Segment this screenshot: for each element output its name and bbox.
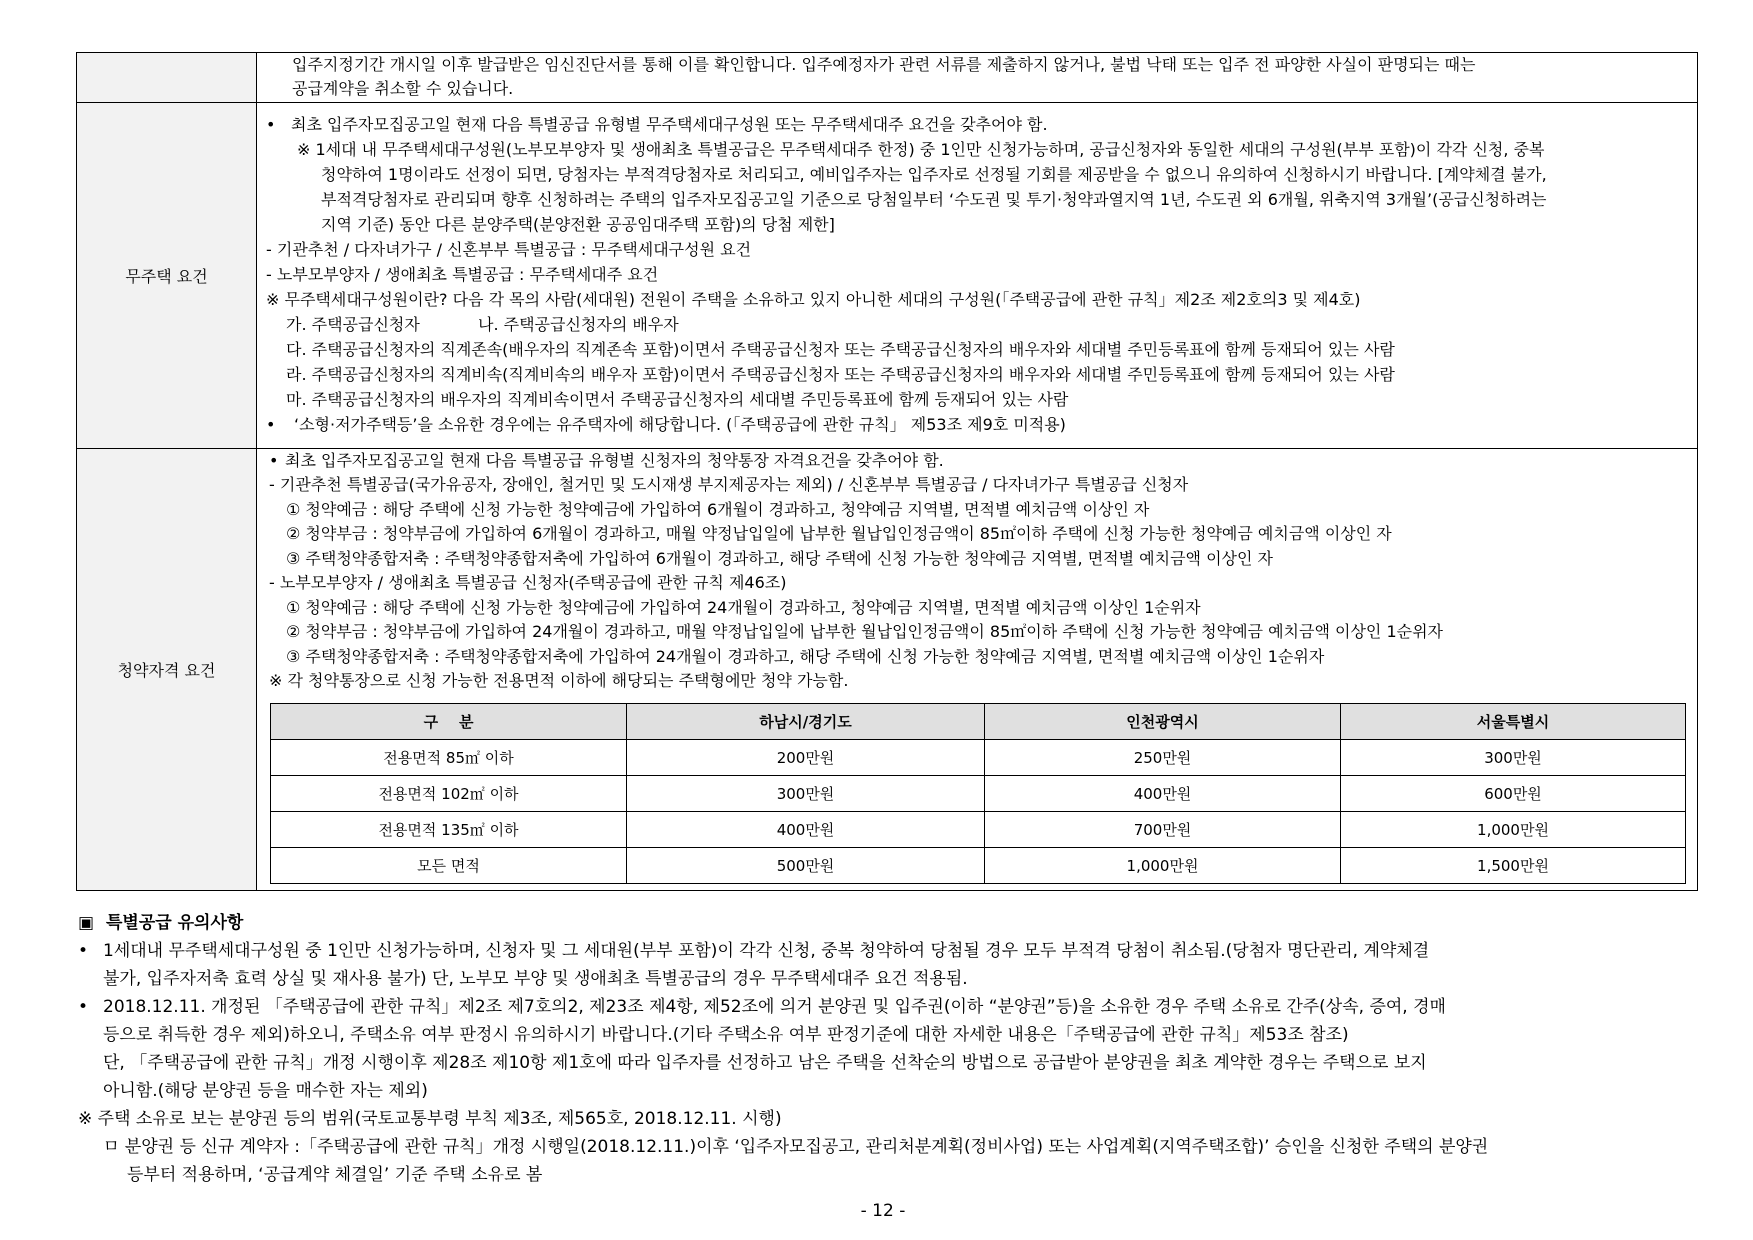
amount-cell: 700만원 <box>985 811 1341 847</box>
notes-bullet-line <box>78 993 1733 1021</box>
bullet-marker: • <box>266 114 276 134</box>
table-row <box>271 739 1686 775</box>
homeless-intro-text: 최초 입주자모집공고일 현재 다음 특별공급 유형별 무주택세대구성원 또는 무주택세대주 요건을 갖추어야 함. <box>291 114 1048 134</box>
amount-cell: 1,500만원 <box>1341 847 1686 883</box>
continuation-line: 공급계약을 취소할 수 있습니다. <box>292 79 514 98</box>
account-requirement-label: 청약자격 요건 <box>77 449 257 890</box>
bullet-marker: • <box>78 997 89 1017</box>
member-item-c: 다. 주택공급신청자의 직계존속(배우자의 직계존속 포함)이면서 주택공급신청자 또는 주택공급신청자의 배우자와 세대별 주민등록표에 함께 등재되어 있는 사람 <box>286 339 1395 359</box>
member-item-b: 나. 주택공급신청자의 배우자 <box>478 314 679 334</box>
deposit-amount-table <box>270 703 1686 884</box>
square-mark-icon: ▣ <box>78 913 95 933</box>
amount-cell: 200만원 <box>627 739 985 775</box>
homeless-requirement-row <box>77 102 1697 448</box>
notes-item2-continuation: 아니함.(해당 분양권 등을 매수한 자는 제외) <box>103 1081 428 1101</box>
homeless-requirement-content <box>257 103 1697 448</box>
notes-item1-continuation: 불가, 입주자저축 효력 상실 및 재사용 불가) 단, 노부모 부양 및 생애최초 특별공급의 경우 무주택세대주 요건 적용됨. <box>103 969 968 989</box>
small-house-line <box>257 412 1697 437</box>
homeless-type-line: - 기관추천 / 다자녀가구 / 신혼부부 특별공급 : 무주택세대구성원 요건 <box>266 239 752 259</box>
account-requirement-content <box>257 449 1697 890</box>
amount-cell: 600만원 <box>1341 775 1686 811</box>
column-header-hanam-gyeonggi: 하남시/경기도 <box>627 703 985 739</box>
account-group-item: ① 청약예금 : 해당 주택에 신청 가능한 청약예금에 가입하여 6개월이 경과하고, 청약예금 지역별, 면적별 예치금액 이상인 자 <box>286 499 1150 519</box>
account-group-item: ③ 주택청약종합저축 : 주택청약종합저축에 가입하여 24개월이 경과하고, 해당 주택에 신청 가능한 청약예금 지역별, 면적별 예치금액 이상인 1순위자 <box>286 646 1325 666</box>
area-cell: 전용면적 85㎡ 이하 <box>271 739 627 775</box>
continuation-line: 입주지정기간 개시일 이후 발급받은 임신진단서를 통해 이를 확인합니다. 입주예정자가 관련 서류를 제출하지 않거나, 불법 낙태 또는 입주 전 파양한 사실이 판명되는 때는 <box>292 55 1476 74</box>
table-row <box>271 847 1686 883</box>
eligibility-table <box>76 52 1698 891</box>
homeless-note-line: ※ 1세대 내 무주택세대구성원(노부모부양자 및 생애최초 특별공급은 무주택세대주 한정) 중 1인만 신청가능하며, 공급신청자와 동일한 세대의 구성원(부부 포함)이 각각 신청, 중복 <box>297 139 1545 159</box>
page-number: - 12 - <box>860 1201 906 1221</box>
member-item-d: 라. 주택공급신청자의 직계비속(직계비속의 배우자 포함)이면서 주택공급신청자 또는 주택공급신청자의 배우자와 세대별 주민등록표에 함께 등재되어 있는 사람 <box>286 364 1395 384</box>
continuation-row <box>77 53 1697 102</box>
account-intro-text: 최초 입주자모집공고일 현재 다음 특별공급 유형별 신청자의 청약통장 자격요건을 갖추어야 함. <box>285 450 944 470</box>
column-header-seoul: 서울특별시 <box>1341 703 1686 739</box>
bullet-marker: • <box>269 450 279 470</box>
homeless-intro-line <box>257 112 1697 137</box>
amount-cell: 400만원 <box>985 775 1341 811</box>
homeless-note-line: 부적격당첨자로 관리되며 향후 신청하려는 주택의 입주자모집공고일 기준으로 당첨일부터 ‘수도권 및 투기·청약과열지역 1년, 수도권 외 6개월, 위축지역 3개월’(공급신청하려는 <box>321 189 1547 209</box>
notes-item2-continuation: 단, 「주택공급에 관한 규칙」개정 시행이후 제28조 제10항 제1호에 따라 입주자를 선정하고 남은 주택을 선착순의 방법으로 공급받아 분양권을 최초 계약한 경우는 주택으로 보지 <box>103 1053 1427 1073</box>
homeless-type-line: - 노부모부양자 / 생애최초 특별공급 : 무주택세대주 요건 <box>266 264 659 284</box>
continuation-label-cell <box>77 53 257 102</box>
small-house-text: ‘소형·저가주택등’을 소유한 경우에는 유주택자에 해당합니다. (「주택공급에 관한 규칙」 제53조 제9호 미적용) <box>294 414 1066 434</box>
notes-item2-continuation: 등으로 취득한 경우 제외)하오니, 주택소유 여부 판정시 유의하시기 바랍니다.(기타 주택소유 여부 판정기준에 대한 자세한 내용은「주택공급에 관한 규칙」제53조 참조) <box>103 1025 1349 1045</box>
amount-cell: 250만원 <box>985 739 1341 775</box>
notes-item1-text: 1세대내 무주택세대구성원 중 1인만 신청가능하며, 신청자 및 그 세대원(부부 포함)이 각각 신청, 중복 청약하여 당첨될 경우 모두 부적격 당첨이 취소됨.(당첨자 명단관리, 계약체결 <box>103 941 1430 961</box>
amount-cell: 1,000만원 <box>1341 811 1686 847</box>
account-group-item: ③ 주택청약종합저축 : 주택청약종합저축에 가입하여 6개월이 경과하고, 해당 주택에 신청 가능한 청약예금 지역별, 면적별 예치금액 이상인 자 <box>286 548 1273 568</box>
account-group-item: ② 청약부금 : 청약부금에 가입하여 24개월이 경과하고, 매월 약정납입일에 납부한 월납입인정금액이 85㎡이하 주택에 신청 가능한 청약예금 예치금액 이상인 1순위자 <box>286 622 1443 641</box>
bullet-marker: • <box>78 941 89 961</box>
special-supply-notes <box>78 909 1733 1189</box>
account-group-item: ② 청약부금 : 청약부금에 가입하여 6개월이 경과하고, 매월 약정납입일에 납부한 월납입인정금액이 85㎡이하 주택에 신청 가능한 청약예금 예치금액 이상인 자 <box>286 524 1392 543</box>
amount-cell: 500만원 <box>627 847 985 883</box>
notes-scope-item-continuation: 등부터 적용하며, ‘공급계약 체결일’ 기준 주택 소유로 봄 <box>127 1165 543 1185</box>
amount-cell: 400만원 <box>627 811 985 847</box>
homeless-member-line <box>257 312 1697 337</box>
area-cell: 전용면적 135㎡ 이하 <box>271 811 627 847</box>
account-group-item: ① 청약예금 : 해당 주택에 신청 가능한 청약예금에 가입하여 24개월이 경과하고, 청약예금 지역별, 면적별 예치금액 이상인 1순위자 <box>286 597 1201 617</box>
table-row <box>271 811 1686 847</box>
notes-item2-text: 2018.12.11. 개정된 「주택공급에 관한 규칙」제2조 제7호의2, 제23조 제4항, 제52조에 의거 분양권 및 입주권(이하 “분양권”등)을 소유한 경우 주택 소유로 간주(상속, 증여, 경매 <box>103 997 1446 1017</box>
homeless-note-line: 지역 기준) 동안 다른 분양주택(분양전환 공공임대주택 포함)의 당첨 제한] <box>321 214 835 234</box>
notes-scope-note: ※ 주택 소유로 보는 분양권 등의 범위(국토교통부령 부칙 제3조, 제565호, 2018.12.11. 시행) <box>78 1109 782 1129</box>
area-cell: 모든 면적 <box>271 847 627 883</box>
homeless-requirement-label: 무주택 요건 <box>77 103 257 448</box>
notes-bullet-line <box>78 937 1733 965</box>
column-header-category: 구 분 <box>271 703 627 739</box>
notes-title <box>78 909 1733 937</box>
account-intro-line <box>257 449 1697 474</box>
account-group-title: - 노부모부양자 / 생애최초 특별공급 신청자(주택공급에 관한 규칙 제46조) <box>269 573 787 592</box>
amount-cell: 1,000만원 <box>985 847 1341 883</box>
amount-cell: 300만원 <box>627 775 985 811</box>
amount-cell: 300만원 <box>1341 739 1686 775</box>
account-note-line: ※ 각 청약통장으로 신청 가능한 전용면적 이하에 해당되는 주택형에만 청약 가능함. <box>269 671 849 690</box>
account-group-title: - 기관추천 특별공급(국가유공자, 장애인, 철거민 및 도시재생 부지제공자는 제외) / 신혼부부 특별공급 / 다자녀가구 특별공급 신청자 <box>269 475 1189 494</box>
notes-scope-item: ㅁ 분양권 등 신규 계약자 :「주택공급에 관한 규칙」개정 시행일(2018.12.11.)이후 ‘입주자모집공고, 관리처분계획(정비사업) 또는 사업계획(지역주택조합)’ 승인을 신청한 주택의 분양권 <box>103 1137 1489 1157</box>
member-item-e: 마. 주택공급신청자의 배우자의 직계비속이면서 주택공급신청자의 세대별 주민등록표에 함께 등재되어 있는 사람 <box>286 389 1069 409</box>
area-cell: 전용면적 102㎡ 이하 <box>271 775 627 811</box>
member-item-a: 가. 주택공급신청자 <box>286 314 420 334</box>
notes-title-text: 특별공급 유의사항 <box>106 913 244 933</box>
account-requirement-row <box>77 448 1697 890</box>
homeless-note-line: 청약하여 1명이라도 선정이 되면, 당첨자는 부적격당첨자로 처리되고, 예비입주자는 입주자로 선정될 기회를 제공받을 수 없으니 유의하여 신청하시기 바랍니다. [계약체결 불가, <box>321 164 1547 184</box>
homeless-definition-line: ※ 무주택세대구성원이란? 다음 각 목의 사람(세대원) 전원이 주택을 소유하고 있지 아니한 세대의 구성원(「주택공급에 관한 규칙」제2조 제2호의3 및 제4호) <box>266 289 1361 309</box>
deposit-table-header-row <box>271 703 1686 739</box>
bullet-marker: • <box>266 414 276 434</box>
column-header-incheon: 인천광역시 <box>985 703 1341 739</box>
continuation-content-cell <box>257 53 1697 102</box>
table-row <box>271 775 1686 811</box>
